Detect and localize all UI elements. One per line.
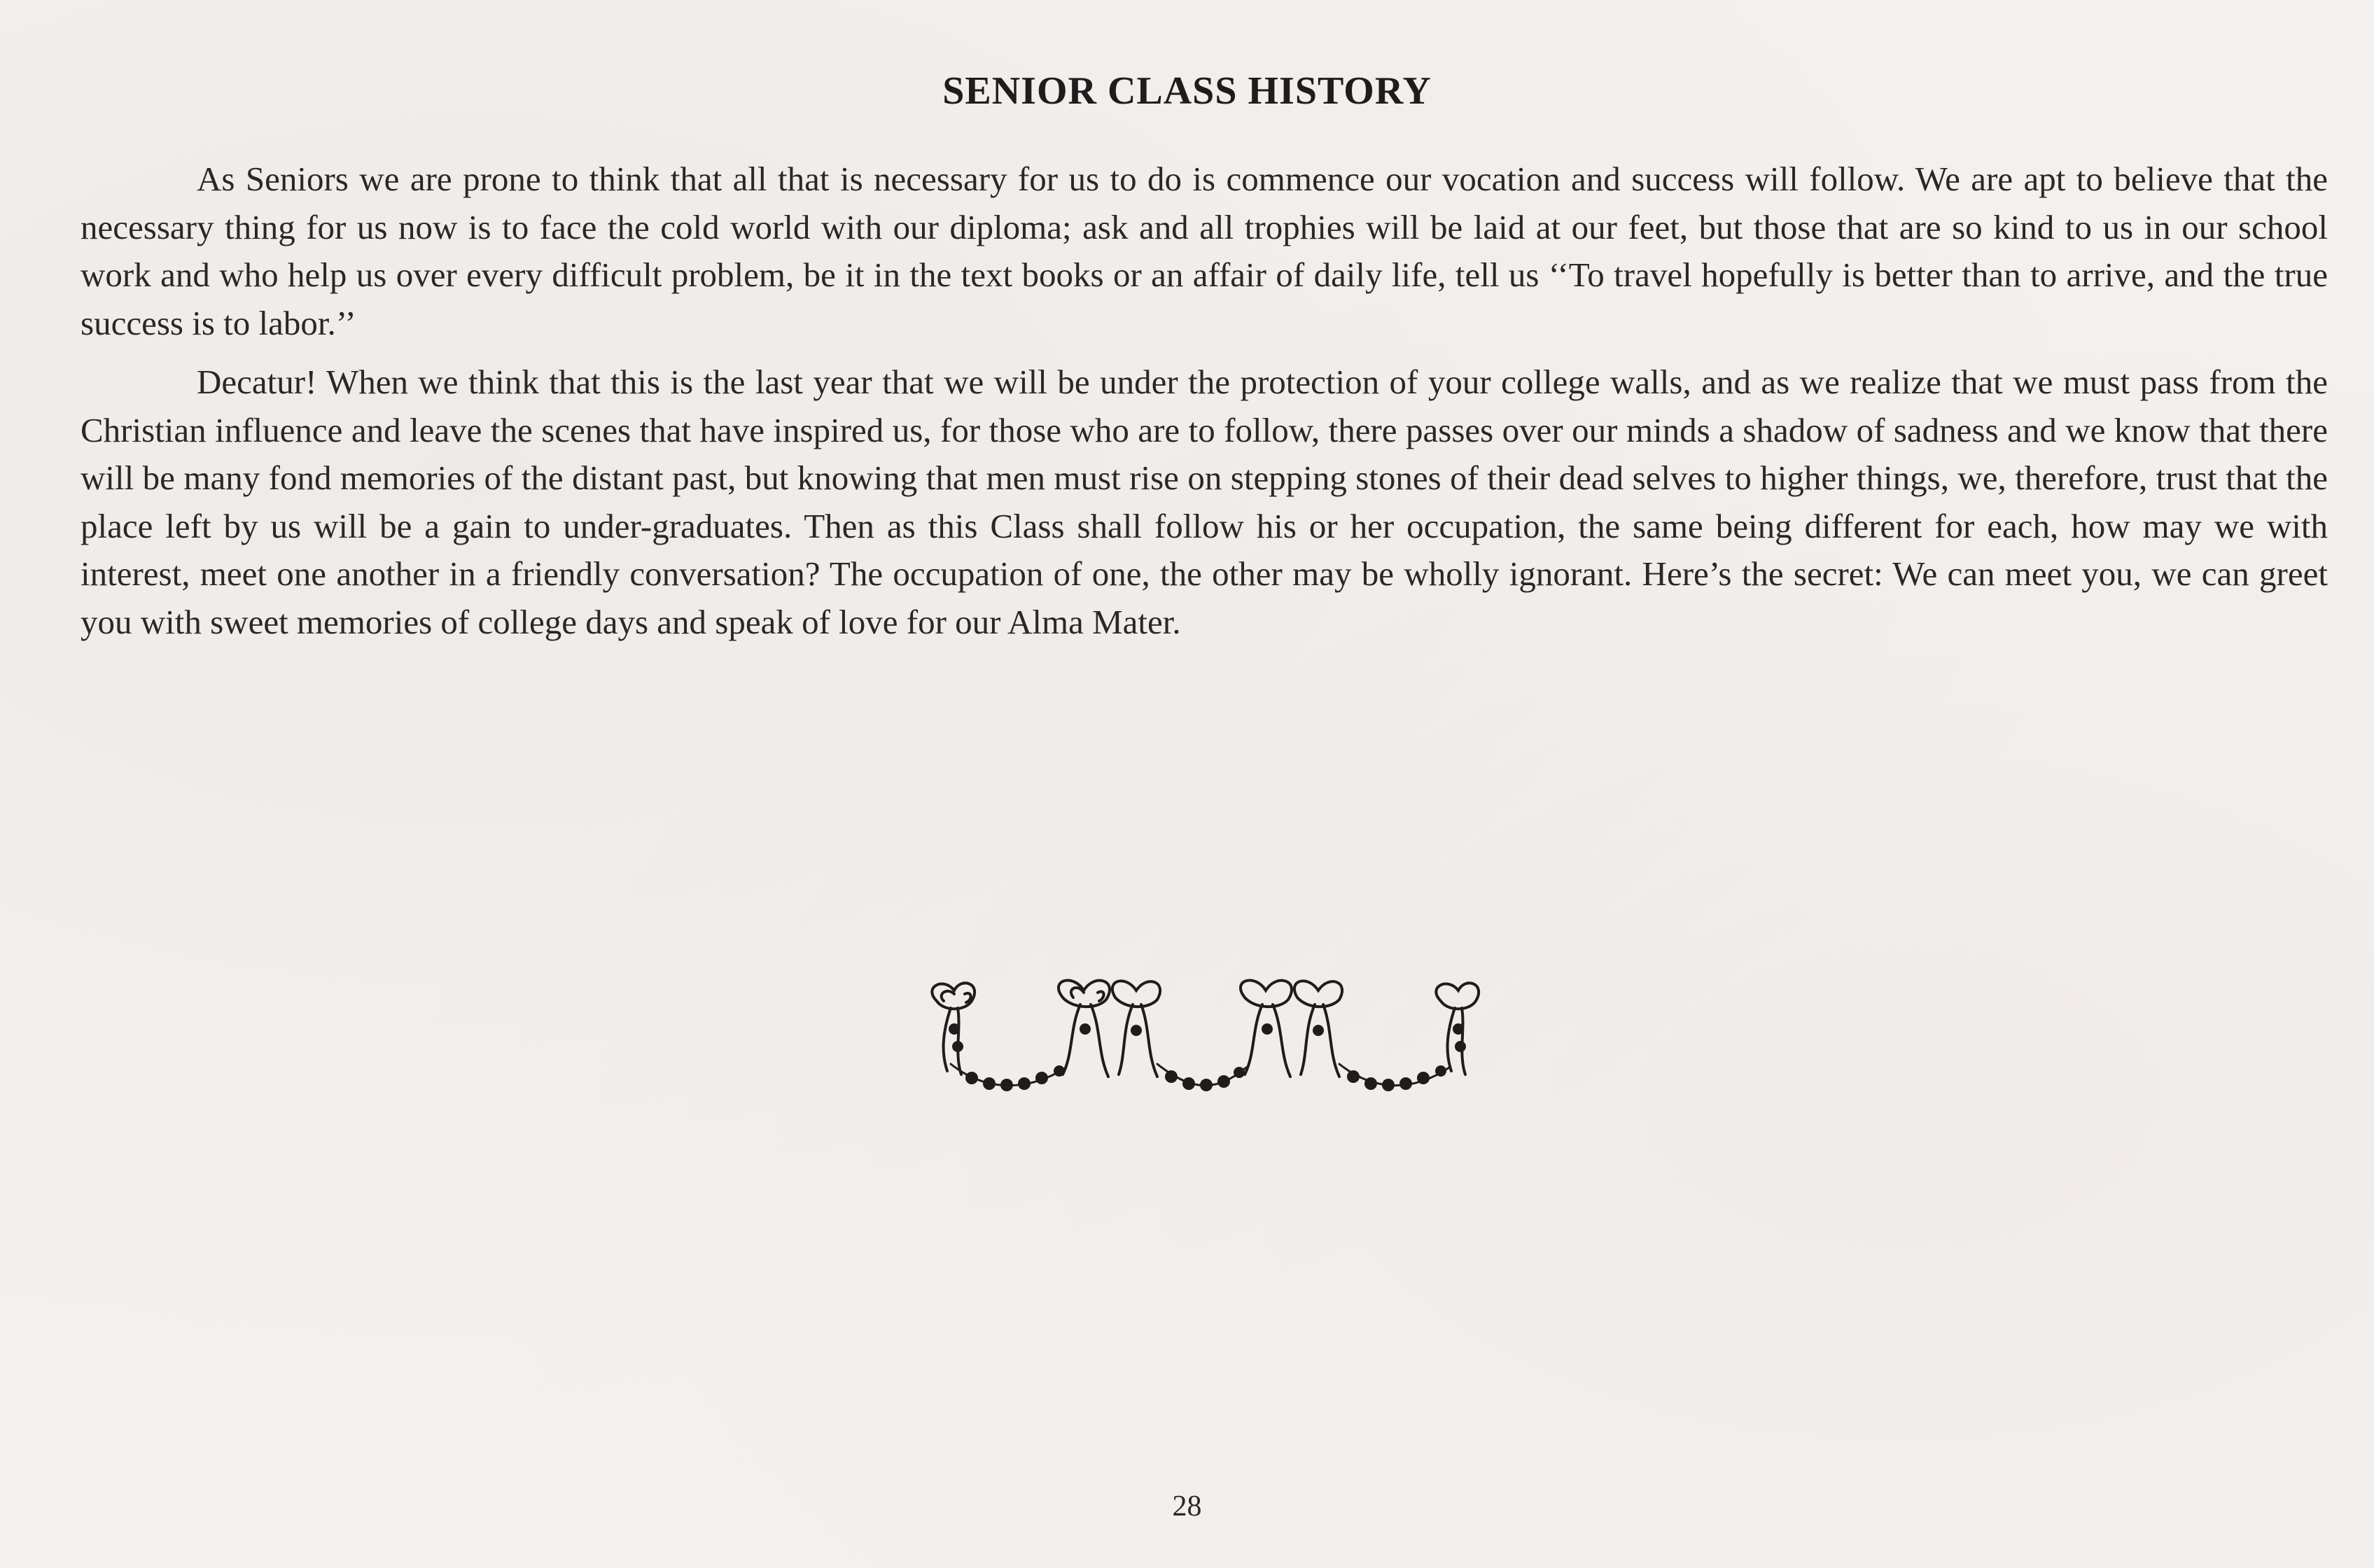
page-title: SENIOR CLASS HISTORY	[942, 69, 1432, 113]
paragraph-1: As Seniors we are prone to think that all that is necessary for us to do is commence our vocation and success will follow. We are apt to believe that the necessary thing for us now is to face the cold world with our diploma; ask and all trophies will be laid at our feet, but those that are so kind to us in our school work and who help us over every difficult problem, be it in the text books or an affair of daily life, tell us ‘‘To travel hopefully is better than to arrive, and the true success is to labor.’’	[81, 160, 2328, 342]
page-number: 28	[1172, 1490, 1202, 1522]
ribbon-bow-garland-ornament	[923, 973, 1490, 1099]
paragraph-2: Decatur! When we think that this is the last year that we will be under the protection of your college walls, and as we realize that we must pass from the Christian influence and leave the scenes that have inspired us, for those who are to follow, there passes over our minds a shadow of sadness and we know that there will be many fond memories of the distant past, but knowing that men must rise on stepping stones of their dead selves to higher things, we, therefore, trust that the place left by us will be a gain to under-graduates. Then as this Class shall follow his or her occupation, the same being different for each, how may we with interest, meet one another in a friendly conversation? The occupation of one, the other may be wholly ignorant. Here’s the secret: We can meet you, we can greet you with sweet memories of college days and speak of love for our Alma Mater.	[81, 363, 2328, 641]
article-body	[81, 155, 2328, 657]
